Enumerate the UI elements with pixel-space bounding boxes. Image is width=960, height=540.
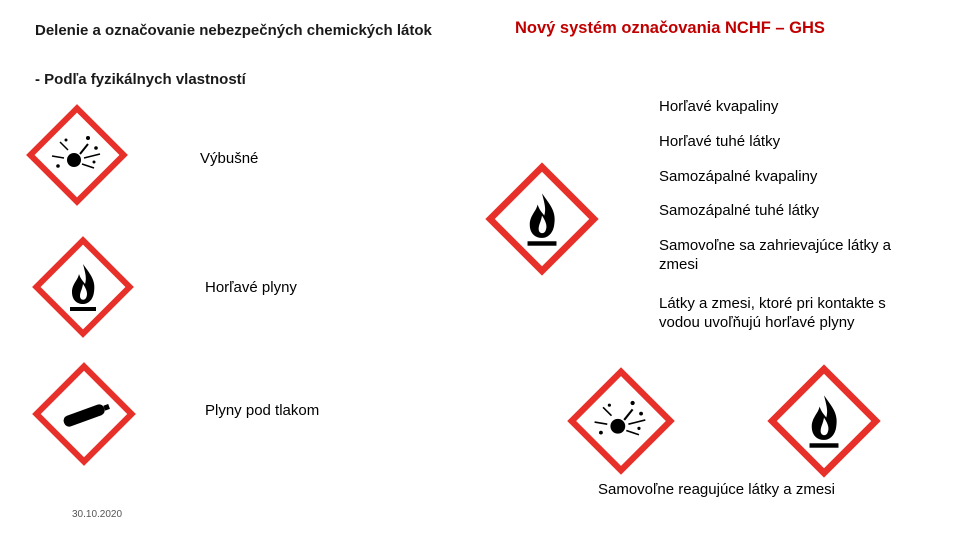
gas-cylinder-icon bbox=[30, 360, 138, 468]
pictogram-label-gases-under-pressure: Plyny pod tlakom bbox=[205, 402, 320, 419]
list-item: Samovoľne sa zahrievajúce látky a zmesi bbox=[659, 237, 891, 273]
footer-date: 30.10.2020 bbox=[72, 509, 123, 520]
exploding-bomb-icon bbox=[565, 365, 677, 477]
pictogram-label-explosive: Výbušné bbox=[200, 150, 259, 167]
page-title-right: Nový systém označovania NCHF – GHS bbox=[515, 19, 825, 37]
exploding-bomb-icon bbox=[24, 102, 130, 208]
list-item: Samozápalné kvapaliny bbox=[659, 168, 818, 185]
list-item: Samozápalné tuhé látky bbox=[659, 202, 820, 219]
list-item: Látky a zmesi, ktoré pri kontakte s vodou uvoľňujú horľavé plyny bbox=[659, 295, 886, 331]
pictogram-label-flammable-gases: Horľavé plyny bbox=[205, 279, 297, 296]
bottom-caption: Samovoľne reagujúce látky a zmesi bbox=[598, 481, 835, 498]
flame-icon bbox=[765, 362, 883, 480]
flame-icon bbox=[483, 160, 601, 278]
flame-icon bbox=[30, 234, 136, 340]
list-item: Horľavé tuhé látky bbox=[659, 133, 781, 150]
list-item: Horľavé kvapaliny bbox=[659, 98, 779, 115]
section-subtitle: - Podľa fyzikálnych vlastností bbox=[35, 71, 246, 88]
page-title-left: Delenie a označovanie nebezpečných chemických látok bbox=[35, 22, 432, 39]
